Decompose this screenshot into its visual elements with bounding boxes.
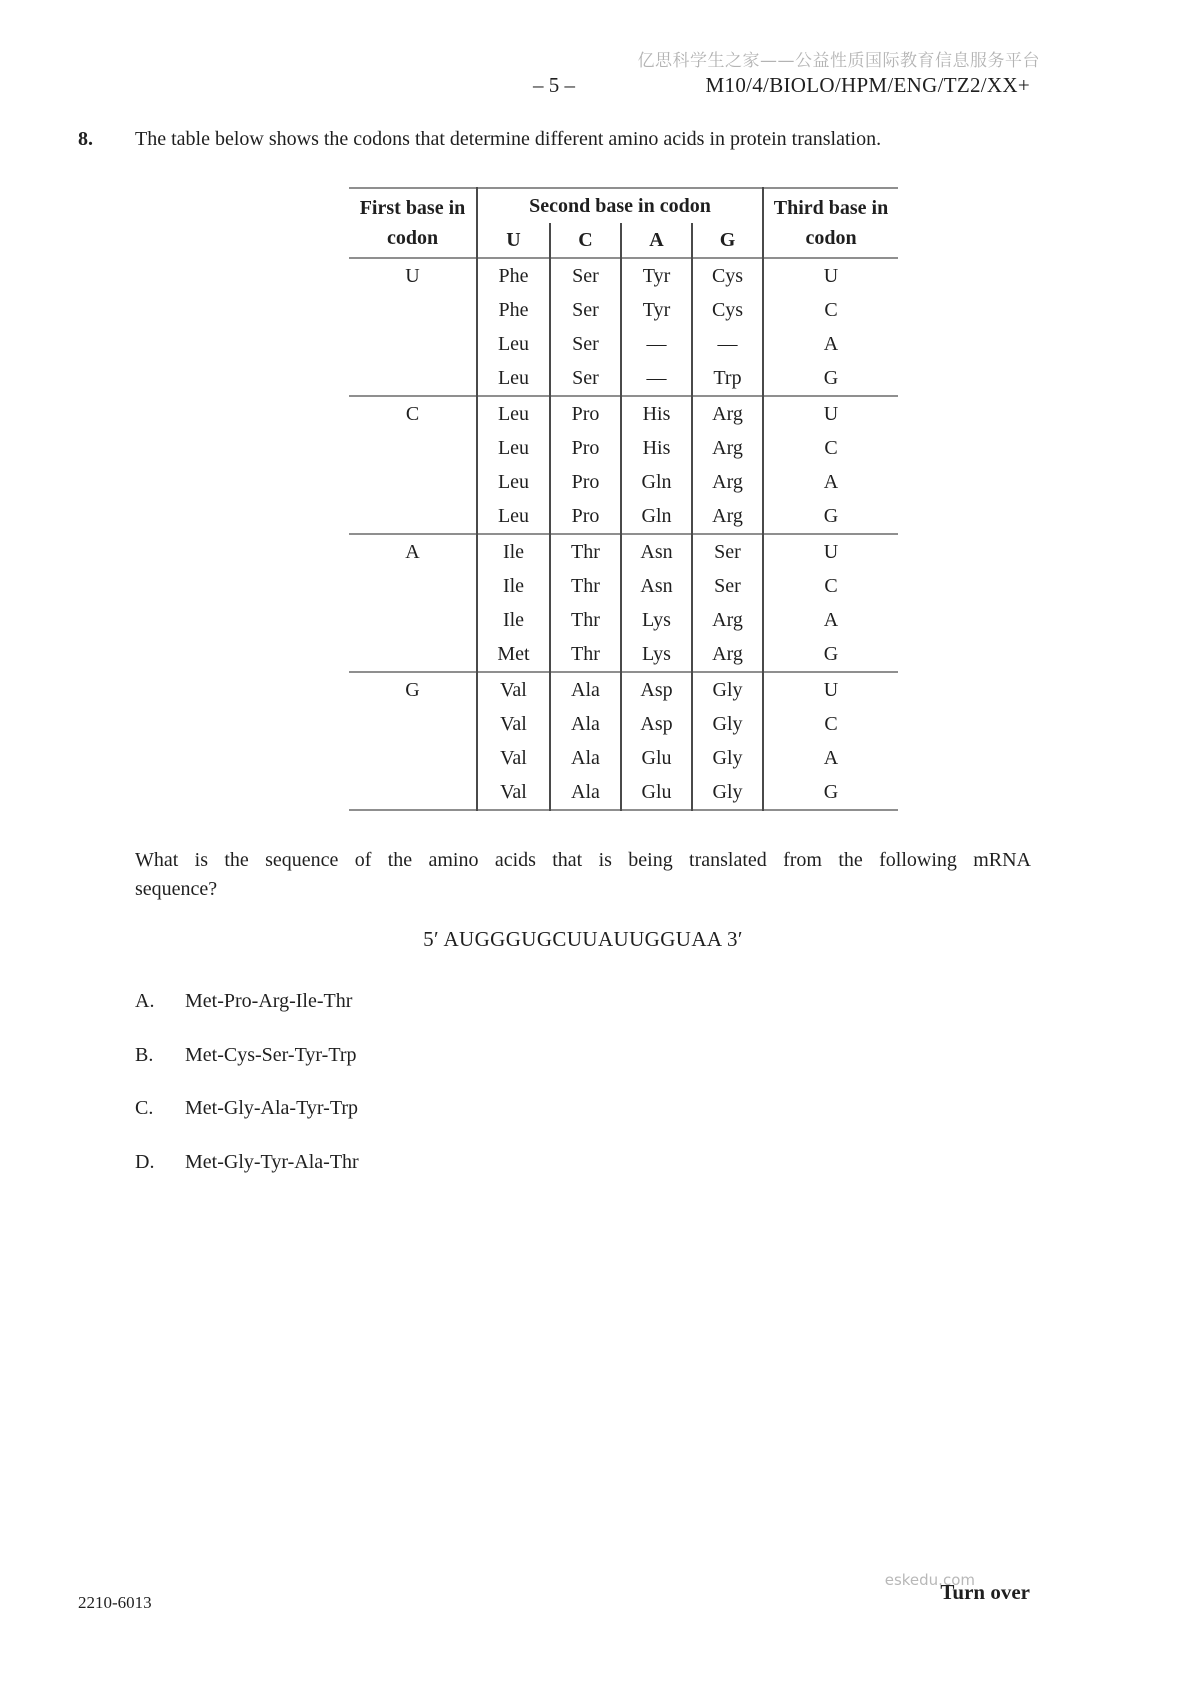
- codon-cell: Gln: [621, 465, 692, 499]
- codon-cell: Trp: [692, 361, 763, 396]
- subheader-base-A: A: [621, 223, 692, 258]
- option-text: Met-Pro-Arg-Ile-Thr: [185, 990, 353, 1012]
- third-base-cell: G: [763, 775, 898, 810]
- third-base-cell: A: [763, 603, 898, 637]
- codon-cell: His: [621, 396, 692, 431]
- codon-cell: Phe: [477, 293, 550, 327]
- codon-cell: Leu: [477, 499, 550, 534]
- third-base-cell: U: [763, 672, 898, 707]
- codon-cell: Phe: [477, 258, 550, 293]
- codon-cell: Arg: [692, 499, 763, 534]
- codon-cell: Gly: [692, 707, 763, 741]
- codon-cell: Lys: [621, 637, 692, 672]
- first-base-U: U: [349, 258, 477, 396]
- option-text: Met-Cys-Ser-Tyr-Trp: [185, 1043, 357, 1066]
- codon-cell: Val: [477, 775, 550, 810]
- third-base-cell: C: [763, 707, 898, 741]
- codon-cell: —: [621, 327, 692, 361]
- third-base-cell: A: [763, 741, 898, 775]
- option-text: Met-Gly-Tyr-Ala-Thr: [185, 1150, 359, 1173]
- site-watermark-top: 亿思科学生之家——公益性质国际教育信息服务平台: [637, 51, 1040, 71]
- codon-cell: Leu: [477, 396, 550, 431]
- subheader-base-U: U: [477, 223, 550, 258]
- codon-cell: Leu: [477, 327, 550, 361]
- first-base-G: G: [349, 672, 477, 810]
- third-base-cell: G: [763, 499, 898, 534]
- page-number: – 5 –: [533, 73, 575, 97]
- codon-cell: Ala: [550, 672, 621, 707]
- answer-options: [135, 990, 1031, 1204]
- codon-cell: Met: [477, 637, 550, 672]
- codon-cell: Arg: [692, 396, 763, 431]
- codon-cell: Gly: [692, 672, 763, 707]
- codon-cell: Pro: [550, 465, 621, 499]
- codon-cell: Gly: [692, 741, 763, 775]
- codon-cell: Gly: [692, 775, 763, 810]
- codon-cell: Ala: [550, 775, 621, 810]
- codon-cell: Leu: [477, 361, 550, 396]
- codon-cell: Ala: [550, 707, 621, 741]
- codon-cell: Leu: [477, 431, 550, 465]
- question-intro: The table below shows the codons that determine different amino acids in protein translation.: [135, 128, 882, 150]
- mrna-sequence: 5′ AUGGGUGCUUAUUGGUAA 3′: [423, 927, 743, 951]
- option-a: [135, 990, 1031, 1012]
- codon-table: [349, 187, 898, 811]
- codon-cell: Asp: [621, 707, 692, 741]
- third-base-cell: U: [763, 396, 898, 431]
- codon-cell: Ile: [477, 569, 550, 603]
- codon-cell: Tyr: [621, 293, 692, 327]
- codon-cell: Leu: [477, 465, 550, 499]
- option-label: C.: [135, 1097, 154, 1119]
- codon-cell: Ser: [550, 361, 621, 396]
- codon-cell: Ile: [477, 534, 550, 569]
- third-base-cell: C: [763, 431, 898, 465]
- codon-cell: Ser: [692, 569, 763, 603]
- option-c: [135, 1097, 1031, 1119]
- question-number: 8.: [78, 128, 93, 150]
- codon-cell: His: [621, 431, 692, 465]
- codon-cell: Lys: [621, 603, 692, 637]
- third-base-cell: C: [763, 293, 898, 327]
- turn-over-label: Turn over: [940, 1580, 1030, 1604]
- codon-cell: Tyr: [621, 258, 692, 293]
- header-third-base: Third base in codon: [763, 188, 898, 258]
- codon-cell: Val: [477, 707, 550, 741]
- third-base-cell: C: [763, 569, 898, 603]
- codon-cell: Asp: [621, 672, 692, 707]
- question-prompt: [135, 846, 1031, 904]
- codon-cell: Glu: [621, 775, 692, 810]
- header-first-base: First base in codon: [359, 197, 466, 249]
- third-base-cell: A: [763, 465, 898, 499]
- document-code: 2210-6013: [78, 1593, 152, 1612]
- codon-cell: Ala: [550, 741, 621, 775]
- option-d: [135, 1151, 1031, 1173]
- codon-cell: Arg: [692, 465, 763, 499]
- codon-cell: Pro: [550, 396, 621, 431]
- codon-cell: Arg: [692, 637, 763, 672]
- codon-cell: Thr: [550, 569, 621, 603]
- codon-cell: Asn: [621, 569, 692, 603]
- first-base-A: A: [349, 534, 477, 672]
- codon-cell: Ser: [692, 534, 763, 569]
- codon-cell: Cys: [692, 293, 763, 327]
- codon-cell: Thr: [550, 637, 621, 672]
- codon-cell: —: [692, 327, 763, 361]
- paper-code: M10/4/BIOLO/HPM/ENG/TZ2/XX+: [705, 73, 1030, 97]
- codon-cell: Thr: [550, 603, 621, 637]
- option-label: A.: [135, 990, 155, 1012]
- subheader-base-G: G: [692, 223, 763, 258]
- header-second-base: Second base in codon: [477, 188, 763, 223]
- codon-cell: Asn: [621, 534, 692, 569]
- codon-cell: Ser: [550, 258, 621, 293]
- codon-cell: Pro: [550, 431, 621, 465]
- site-watermark-bottom: eskedu.com: [884, 1571, 975, 1589]
- subheader-base-C: C: [550, 223, 621, 258]
- codon-cell: Gln: [621, 499, 692, 534]
- codon-cell: Cys: [692, 258, 763, 293]
- codon-cell: Ser: [550, 327, 621, 361]
- codon-cell: Glu: [621, 741, 692, 775]
- option-label: D.: [135, 1150, 155, 1173]
- codon-cell: Arg: [692, 431, 763, 465]
- codon-cell: Thr: [550, 534, 621, 569]
- codon-cell: Arg: [692, 603, 763, 637]
- third-base-cell: U: [763, 258, 898, 293]
- option-text: Met-Gly-Ala-Tyr-Trp: [185, 1097, 358, 1119]
- codon-cell: —: [621, 361, 692, 396]
- codon-cell: Ser: [550, 293, 621, 327]
- third-base-cell: U: [763, 534, 898, 569]
- option-label: B.: [135, 1043, 154, 1066]
- prompt-line-2: sequence?: [135, 878, 218, 900]
- third-base-cell: G: [763, 361, 898, 396]
- question-8: [78, 128, 1113, 151]
- option-b: [135, 1044, 1031, 1066]
- third-base-cell: G: [763, 637, 898, 672]
- first-base-C: C: [349, 396, 477, 534]
- codon-cell: Pro: [550, 499, 621, 534]
- codon-cell: Val: [477, 672, 550, 707]
- third-base-cell: A: [763, 327, 898, 361]
- prompt-line-1: What is the sequence of the amino acids that is being translated from the following mRNA: [135, 849, 1031, 871]
- codon-cell: Ile: [477, 603, 550, 637]
- codon-cell: Val: [477, 741, 550, 775]
